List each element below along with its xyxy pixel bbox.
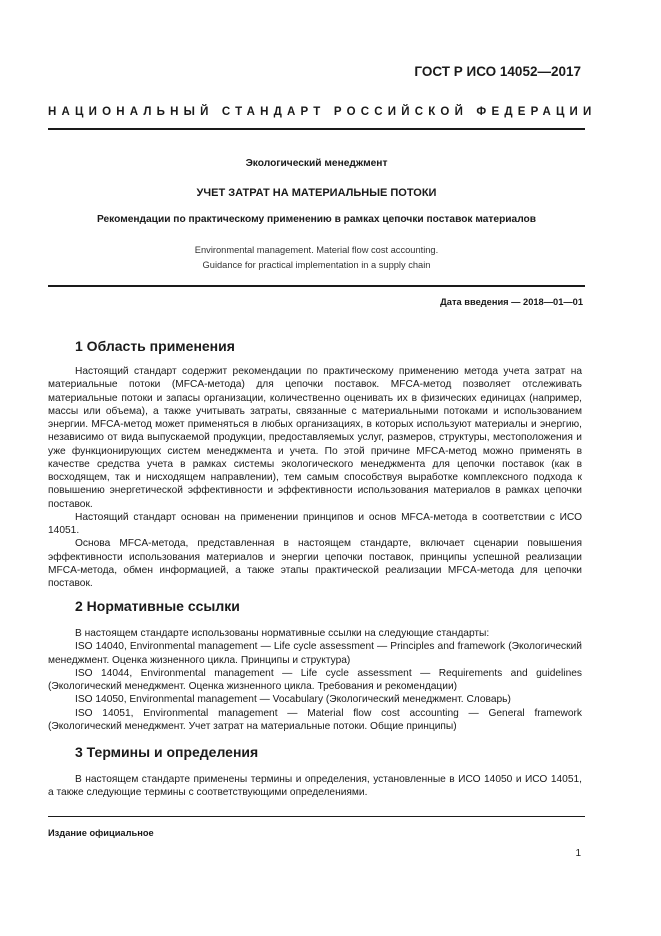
footer-divider xyxy=(48,816,585,817)
national-standard-banner: НАЦИОНАЛЬНЫЙ СТАНДАРТ РОССИЙСКОЙ ФЕДЕРАЦИИ xyxy=(48,106,597,118)
section-heading-normative-references: 2 Нормативные ссылки xyxy=(75,598,240,614)
paragraph: В настоящем стандарте применены термины и определения, установленные в ИСО 14050 и ИСО 14051, а также следующие термины с соответствующими определениями. xyxy=(48,774,582,799)
effective-date: Дата введения — 2018—01—01 xyxy=(440,297,583,307)
header-divider xyxy=(48,128,585,130)
title-divider xyxy=(48,285,585,287)
paragraph: Основа MFCA-метода, представленная в настоящем стандарте, включает сценарии повышения эффективности использования материалов и энергии цепочки поставок, принципы успешной реализации MFCA-метода, обмен информацией, а также этапы практической реализации MFCA-метода для цепочки поставок. xyxy=(48,538,582,589)
reference-item: ISO 14044, Environmental management — Life cycle assessment — Requirements and guidelines (Экологический менеджмент. Оценка жизненного цикла. Требования и рекомендации) xyxy=(48,667,582,692)
reference-item: ISO 14050, Environmental management — Vocabulary (Экологический менеджмент. Словарь) xyxy=(75,694,511,706)
section-heading-terms: 3 Термины и определения xyxy=(75,744,259,760)
reference-item: ISO 14051, Environmental management — Material flow cost accounting — General framework (Экологический менеджмент. Учет затрат на материальные потоки. Общие принципы) xyxy=(48,707,582,732)
section-body-scope xyxy=(48,365,582,590)
edition-label: Издание официальное xyxy=(48,828,154,838)
english-title-line1: Environmental management. Material flow cost accounting. xyxy=(194,245,439,255)
standard-number: ГОСТ Р ИСО 14052—2017 xyxy=(414,64,581,79)
document-title: УЧЕТ ЗАТРАТ НА МАТЕРИАЛЬНЫЕ ПОТОКИ xyxy=(196,187,437,199)
reference-item: ISO 14040, Environmental management — Life cycle assessment — Principles and framework (Экологический менеджмент. Оценка жизненного цикла. Принципы и структура) xyxy=(48,641,582,666)
document-subtitle: Экологический менеджмент xyxy=(245,158,388,169)
english-title-line2: Guidance for practical implementation in a supply chain xyxy=(202,260,431,270)
section-body-normative-references xyxy=(48,627,582,733)
paragraph: Настоящий стандарт основан на применении принципов и основ MFCA-метода в соответствии с ИСО 14051. xyxy=(48,511,582,536)
document-subtitle-guidance: Рекомендации по практическому применению в рамках цепочки поставок материалов xyxy=(96,214,537,225)
paragraph: В настоящем стандарте использованы нормативные ссылки на следующие стандарты: xyxy=(75,628,490,639)
paragraph: Настоящий стандарт содержит рекомендации по практическому применению метода учета затрат на материальные потоки (MFCA-метода) для цепочки поставок. MFCA-метод позволяет отслеживать материальные потоки и запасы организации, количественно оценивать их в физических единицах (например, массы или объема), а также учитывать затраты, связанные с материальными потоками и использованием энергии. MFCA-метод может применяться в любых организациях, в которых используют материалы и энергию, независимо от вида выпускаемой продукции, предоставляемых услуг, размеров, структуры, местоположения и уже функционирующих систем менеджмента и учета. По этой причине MFCA-метод можно применять в качестве средства учета в рамках системы экологического менеджмента для цепочки поставок (как в восходящем, так и нисходящем направлении), тем самым способствуя выработке комплексного подхода к повышению энергетической эффективности и эффективности использования материалов в рамках цепочки поставок. xyxy=(48,366,582,510)
section-heading-scope: 1 Область применения xyxy=(75,338,235,354)
page-number: 1 xyxy=(575,848,581,859)
section-body-terms xyxy=(48,773,582,800)
